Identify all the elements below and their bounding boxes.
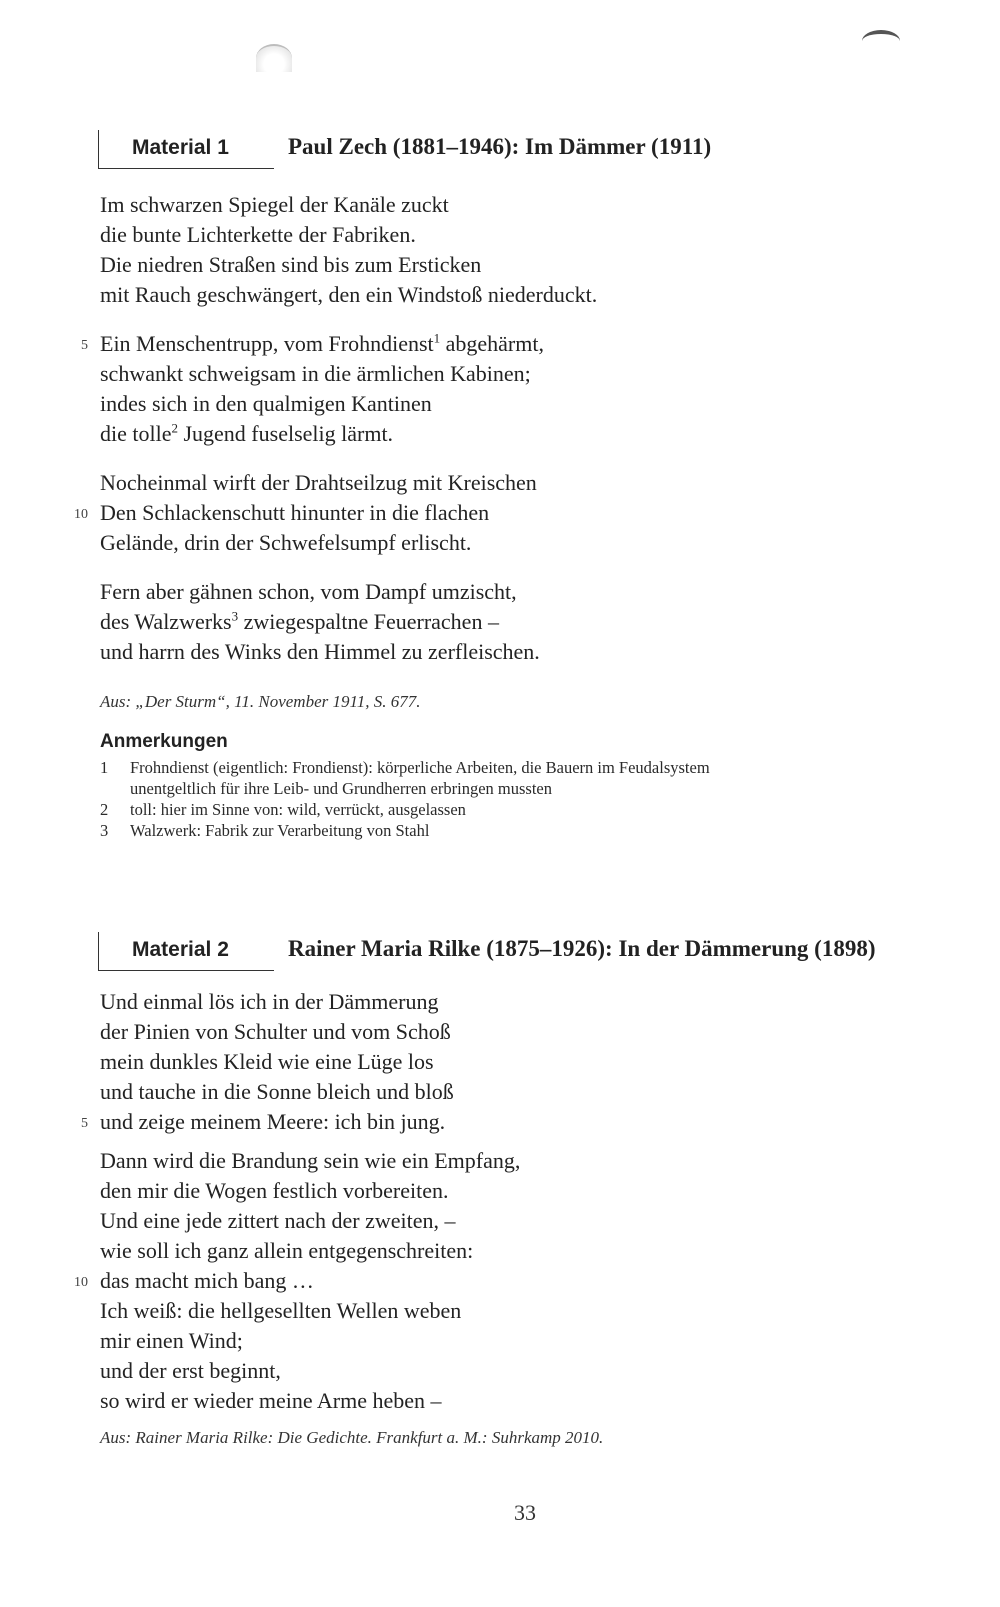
poem-line	[74, 1266, 520, 1296]
note-number: 2	[100, 800, 109, 819]
poem-line: Dann wird die Brandung sein wie ein Empfang,	[100, 1148, 521, 1173]
poem-line: Nocheinmal wirft der Drahtseilzug mit Kreischen	[100, 470, 537, 495]
poem-line	[100, 419, 544, 449]
poem-line: Und einmal lös ich in der Dämmerung	[100, 989, 439, 1014]
notes-heading: Anmerkungen	[100, 731, 228, 752]
poem-line-text: zwiegespaltne Feuerrachen –	[238, 609, 499, 634]
poem-line-text: abgehärmt,	[440, 331, 544, 356]
material1-title: Paul Zech (1881–1946): Im Dämmer (1911)	[288, 134, 712, 159]
poem-line	[81, 329, 544, 359]
material1-source: Aus: „Der Sturm“, 11. November 1911, S. 677.	[100, 692, 421, 711]
note-number: 1	[100, 758, 109, 777]
poem-line: Und eine jede zittert nach der zweiten, –	[100, 1208, 456, 1233]
poem-line: und tauche in die Sonne bleich und bloß	[100, 1079, 454, 1104]
line-number: 5	[81, 338, 88, 353]
poem-line: der Pinien von Schulter und vom Schoß	[100, 1019, 451, 1044]
m2-stanza-1	[81, 987, 454, 1137]
poem-line-text: Jugend fuselselig lärmt.	[177, 421, 394, 446]
note-text: Walzwerk: Fabrik zur Verarbeitung von Stahl	[130, 821, 430, 840]
poem-line: wie soll ich ganz allein entgegenschreiten:	[100, 1238, 474, 1263]
punch-hole-right	[862, 30, 900, 52]
line-number: 5	[81, 1116, 88, 1131]
material1-label: Material 1	[132, 136, 229, 159]
poem-line: mit Rauch geschwängert, den ein Windstoß niederduckt.	[100, 282, 598, 307]
poem-line: mir einen Wind;	[100, 1328, 243, 1353]
poem-line: Fern aber gähnen schon, vom Dampf umzischt,	[100, 579, 517, 604]
line-number: 10	[74, 507, 88, 522]
poem-line-text: das macht mich bang …	[100, 1268, 314, 1293]
poem-line-text: und zeige meinem Meere: ich bin jung.	[100, 1109, 446, 1134]
footnote-ref-3: 3	[231, 608, 239, 624]
punch-hole-left	[256, 44, 292, 72]
poem-line: Ich weiß: die hellgesellten Wellen weben	[100, 1298, 462, 1323]
poem-line-text: die tolle	[100, 421, 172, 446]
material2-label: Material 2	[132, 938, 229, 961]
page-number: 33	[514, 1500, 536, 1525]
note-text: toll: hier im Sinne von: wild, verrückt, ausgelassen	[130, 800, 466, 819]
poem-line: Im schwarzen Spiegel der Kanäle zuckt	[100, 192, 449, 217]
poem-line: die bunte Lichterkette der Fabriken.	[100, 222, 416, 247]
poem-line	[100, 607, 540, 637]
poem-line: Die niedren Straßen sind bis zum Ersticken	[100, 252, 482, 277]
material2-title: Rainer Maria Rilke (1875–1926): In der Dämmerung (1898)	[288, 936, 876, 961]
poem-line: schwankt schweigsam in die ärmlichen Kabinen;	[100, 361, 531, 386]
note-text: unentgeltlich für ihre Leib- und Grundherren erbringen mussten	[130, 779, 552, 798]
m1-stanza-3	[74, 468, 537, 558]
poem-line: und der erst beginnt,	[100, 1358, 281, 1383]
poem-line	[74, 498, 537, 528]
poem-line: und harrn des Winks den Himmel zu zerfleischen.	[100, 639, 540, 664]
footnote-ref-1: 1	[433, 330, 441, 346]
m1-stanza-2	[81, 329, 544, 449]
m1-stanza-4	[100, 577, 540, 667]
line-number: 10	[74, 1275, 88, 1290]
note-text: Frohndienst (eigentlich: Frondienst): körperliche Arbeiten, die Bauern im Feudalsystem	[130, 758, 710, 777]
m2-stanza-2	[74, 1146, 521, 1416]
material2-source: Aus: Rainer Maria Rilke: Die Gedichte. Frankfurt a. M.: Suhrkamp 2010.	[100, 1428, 604, 1447]
m1-stanza-1	[100, 190, 597, 310]
poem-line: so wird er wieder meine Arme heben –	[100, 1388, 442, 1413]
footnote-ref-2: 2	[171, 420, 178, 436]
poem-line-text: Ein Menschentrupp, vom Frohndienst	[100, 331, 434, 356]
poem-line: Gelände, drin der Schwefelsumpf erlischt.	[100, 530, 472, 555]
poem-line: indes sich in den qualmigen Kantinen	[100, 391, 432, 416]
poem-line: den mir die Wogen festlich vorbereiten.	[100, 1178, 449, 1203]
poem-line-text: des Walzwerks	[100, 609, 232, 634]
poem-line	[81, 1107, 454, 1137]
note-number: 3	[100, 821, 109, 840]
poem-line-text: Den Schlackenschutt hinunter in die flachen	[100, 500, 490, 525]
poem-line: mein dunkles Kleid wie eine Lüge los	[100, 1049, 434, 1074]
